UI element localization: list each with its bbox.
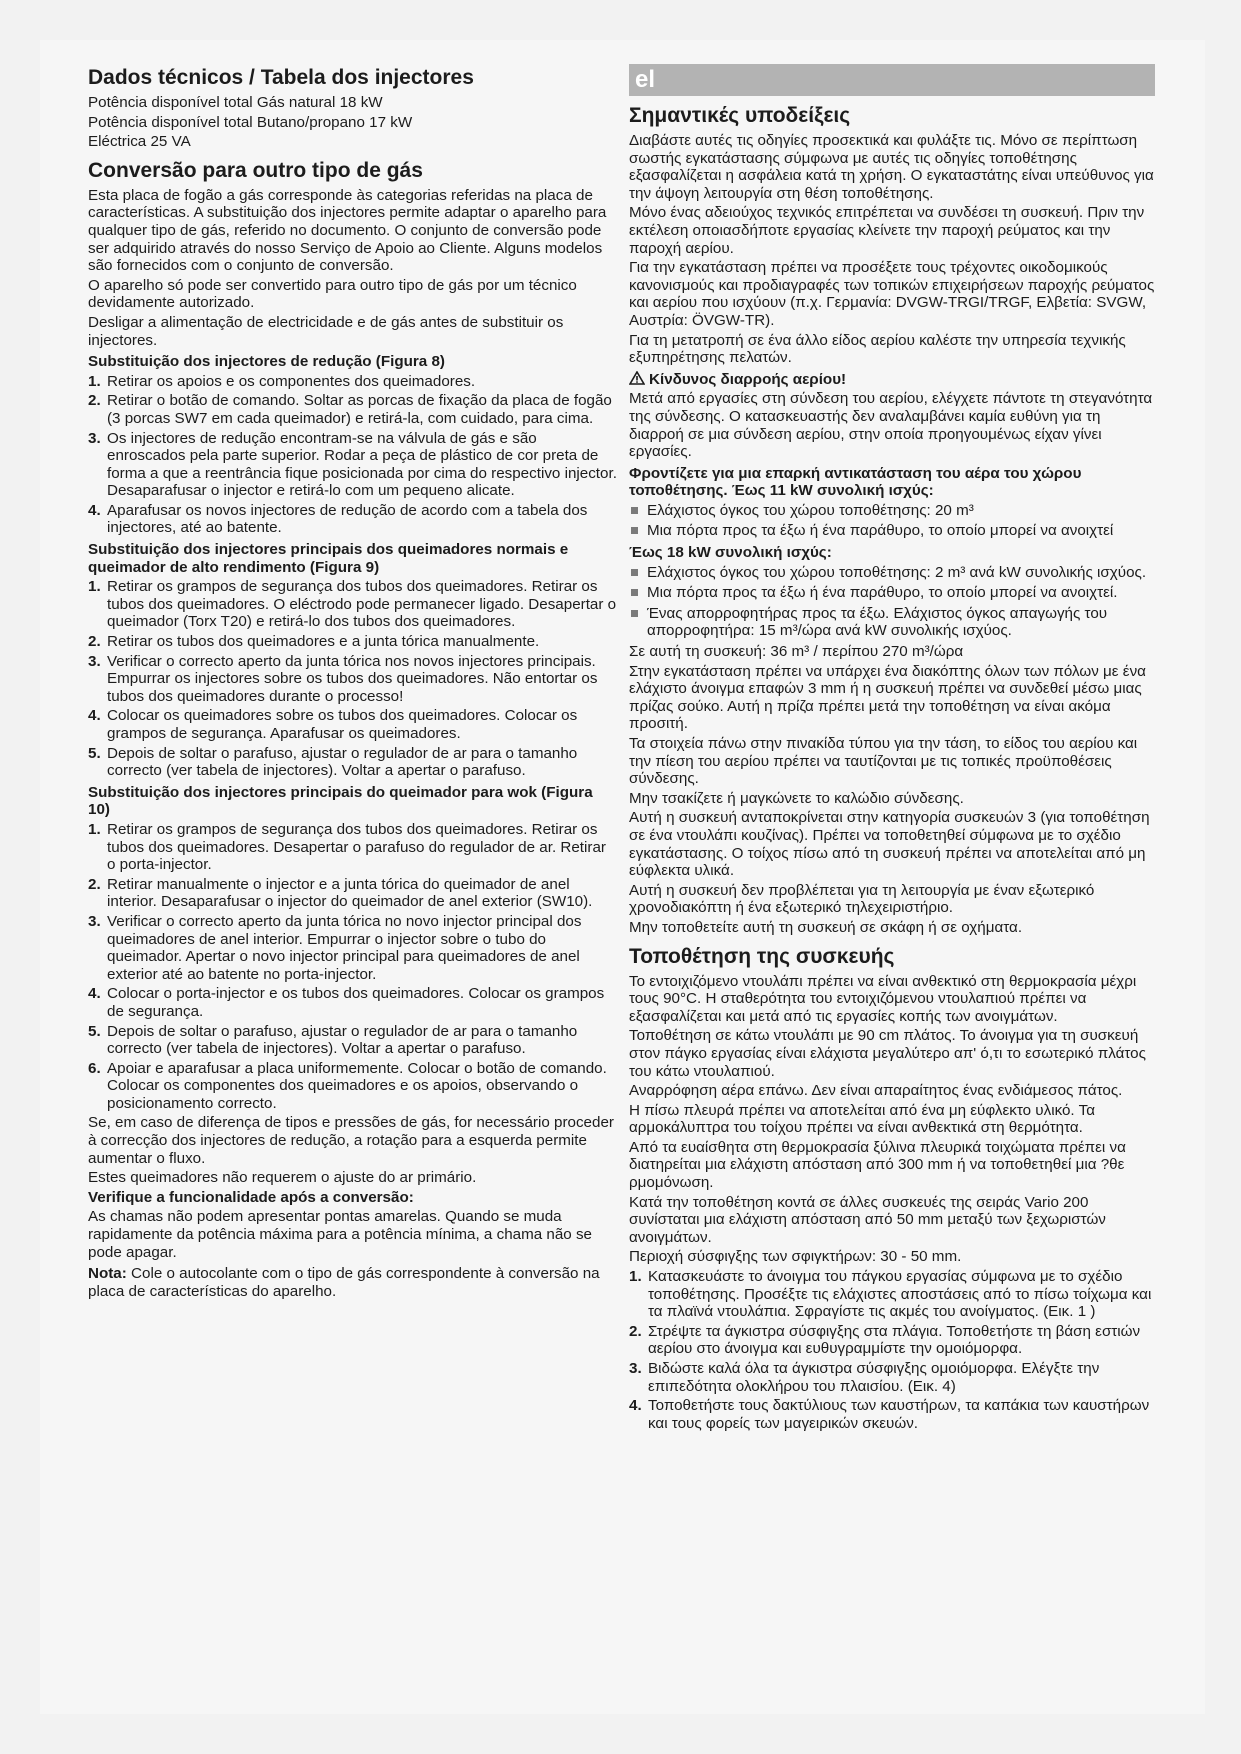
step-text: Colocar o porta-injector e os tubos dos queimadores. Colocar os grampos de segurança. [107,985,605,1020]
step-number: 1. [88,372,101,390]
step-item [629,1323,1155,1358]
conversion-paragraph: O aparelho só pode ser convertido para outro tipo de gás por um técnico devidamente autorizado. [88,276,577,312]
placement-paragraph: Αναρρόφηση αέρα επάνω. Δεν είναι απαραίτητος ένας ενδιάμεσος πάτος. [629,1082,1123,1100]
step-item [88,876,618,911]
wok-injectors-title: Substituição dos injectores principais do queimador para wok (Figura 10) [88,783,593,819]
install-paragraph: Σε αυτή τη συσκευή: 36 m³ / περίπου 270 m³/ώρα [629,643,964,661]
step-text: Retirar os apoios e os componentes dos queimadores. [107,372,476,390]
step-item [88,821,618,874]
wok-steps [88,821,618,1113]
bullet-text: Ελάχιστος όγκος του χώρου τοποθέτησης: 2 m³ ανά kW συνολικής ισχύος. [647,563,1147,581]
step-number: 5. [88,744,101,762]
important-paragraph: Για τη μετατροπή σε ένα άλλο είδος αερίου καλέστε την υπηρεσία τεχνικής εξυπηρέτησης πελατών. [629,331,1126,367]
bullet-square-icon [631,569,638,576]
placement-paragraph: Από τα ευαίσθητα στη θερμοκρασία ξύλινα πλευρικά τοιχώματα πρέπει να διατηρείται μια ελάχιστη απόσταση από 300 mm ή να τοποθετηθεί μια ?θε ρμομόνωση. [629,1138,1126,1192]
install-paragraph: Αυτή η συσκευή δεν προβλέπεται για τη λειτουργία με έναν εξωτερικό χρονοδιακόπτη ή ένα εξωτερικό τηλεχειριστήριο. [629,881,1095,917]
step-number: 3. [88,652,101,670]
language-code: el [635,66,656,93]
step-number: 3. [629,1360,642,1377]
placement-paragraph: Κατά την τοποθέτηση κοντά σε άλλες συσκευές της σειράς Vario 200 συνίσταται μια ελάχιστη απόσταση από 50 mm μεταξύ των ξεχωριστών ανοιγμάτων. [629,1193,1106,1246]
placement-paragraph: Τοποθέτηση σε κάτω ντουλάπι με 90 cm πλάτος. Το άνοιγμα για τη συσκευή στον πάγκο εργασίας είναι ελάχιστα μεγαλύτερο απ' ό,τι το εσωτερικό πλάτος του κάτω ντουλαπιού. [629,1027,1146,1080]
placement-paragraph: Περιοχή σύσφιγξης των σφιγκτήρων: 30 - 50 mm. [629,1248,962,1266]
bullet-square-icon [631,589,638,596]
flow-paragraph: Se, em caso de diferença de tipos e pressões de gás, for necessário proceder à correcção dos injectores de redução, a rotação para a esquerda permite aumentar o fluxo. [88,1114,614,1167]
step-text: Verificar o correcto aperto da junta tórica nos novos injectores principais. Empurrar os injectores sobre os tubos dos queimadores. Não entortar os tubos dos queimadores durante o processo! [107,652,598,705]
bullet-item [629,605,1155,640]
install-paragraph: Στην εγκατάσταση πρέπει να υπάρχει ένα διακόπτης όλων των πόλων με ένα ελάχιστο άνοιγμα επαφών 3 mm ή η συσκευή πρέπει να συνδεθεί μέσω μιας πρίζας σούκο. Αυτή η πρίζα πρέπει μετά την τοποθέτηση να είναι ακόμα προσιτή. [629,662,1146,733]
tech-line: Eléctrica 25 VA [88,133,191,151]
step-item [88,913,618,983]
step-number: 4. [88,985,101,1003]
bullet-item [629,522,1155,540]
step-item [88,392,618,427]
placement-title: Τοποθέτηση της συσκευής [629,944,895,968]
placement-paragraph: Η πίσω πλευρά πρέπει να αποτελείται από ένα μη εύφλεκτο υλικό. Τα αρμοκάλυπτρα του τοίχου πρέπει να είναι ανθεκτικά στη θερμότητα. [629,1101,1095,1137]
step-item [88,707,618,742]
reduction-steps [88,373,618,537]
step-item [88,633,618,651]
bullet-square-icon [631,610,638,617]
verify-title: Verifique a funcionalidade após a conversão: [88,1188,414,1206]
bullet-item [629,564,1155,582]
step-item [629,1360,1155,1395]
gas-leak-text: Μετά από εργασίες στη σύνδεση του αερίου, ελέγχετε πάντοτε τη στεγανότητα της σύνδεσης. Ο κατασκευαστής δεν αναλαμβάνει καμία ευθύνη για τη διαρροή σε μια σύνδεση αερίου, στην οποία προηγουμένως είχαν γίνει εργασίες. [629,390,1153,461]
step-text: Retirar os tubos dos queimadores e a junta tórica manualmente. [107,633,540,651]
step-number: 3. [88,912,101,930]
step-item [629,1268,1155,1321]
bullet-text: Ελάχιστος όγκος του χώρου τοποθέτησης: 20 m³ [647,501,974,519]
note-label: Nota: [88,1265,127,1283]
step-number: 2. [88,875,101,893]
tech-data-title: Dados técnicos / Tabela dos injectores [88,66,474,89]
step-text: Depois de soltar o parafuso, ajustar o regulador de ar para o tamanho correcto (ver tabela de injectores). Voltar a apertar o parafuso. [107,744,578,780]
step-text: Depois de soltar o parafuso, ajustar o regulador de ar para o tamanho correcto (ver tabela de injectores). Voltar a apertar o parafuso. [107,1022,578,1058]
step-text: Retirar os grampos de segurança dos tubos dos queimadores. Retirar os tubos dos queimadores. O eléctrodo pode permanecer ligado. Desapertar o queimador (Torx T20) e retirá-lo dos tubos dos queimadores. [107,578,617,631]
step-number: 4. [88,707,101,725]
install-paragraph: Μην τοποθετείτε αυτή τη συσκευή σε σκάφη ή σε οχήματα. [629,918,1023,936]
important-notes-title: Σημαντικές υποδείξεις [629,104,851,127]
important-paragraph: Διαβάστε αυτές τις οδηγίες προσεκτικά και φυλάξτε τις. Μόνο σε περίπτωση σωστής εγκατάστασης σύμφωνα με αυτές τις οδηγίες τοποθέτησης εξασφαλίζεται η ασφάλεια κατά τη χρήση. Ο εγκαταστάτης είναι υπεύθυνος για την άψογη λειτουργία στη θέση τοποθέτησης. [629,132,1154,202]
conversion-paragraph: Desligar a alimentação de electricidade e de gás antes de substituir os injectores. [88,313,564,349]
reduction-injectors-title: Substituição dos injectores de redução (Figura 8) [88,353,445,371]
left-column [88,64,618,1302]
step-text: Retirar os grampos de segurança dos tubos dos queimadores. Retirar os tubos dos queimadores. Desapertar o parafuso do regulador de ar. Retirar o porta-injector. [107,820,606,874]
step-item [88,1060,618,1113]
main-injector-steps [88,578,618,780]
step-number: 4. [629,1397,642,1415]
placement-paragraph: Το εντοιχιζόμενο ντουλάπι πρέπει να είναι ανθεκτικό στη θερμοκρασία μέχρι τους 90°C. Η σταθερότητα του εντοιχιζόμενου ντουλαπιού πρέπει να εξασφαλίζεται και μετά από τις εργασίες κοπής των ανοιγμάτων. [629,972,1137,1025]
bullet-square-icon [631,507,638,514]
step-item [88,1023,618,1058]
step-text: Retirar manualmente o injector e a junta tórica do queimador de anel interior. Desaparafusar o injector do queimador de anel exterior (SW10). [107,875,593,911]
install-paragraph: Μην τσακίζετε ή μαγκώνετε το καλώδιο σύνδεσης. [629,789,964,807]
step-text: Os injectores de redução encontram-se na válvula de gás e são enroscados pela parte superior. Rodar a peça de plástico de cor preta de forma a que a reentrância fique posicionada por cima do respectivo injector. Desaparafusar o injector e retirá-lo com um pequeno alicate. [107,429,617,500]
step-text: Aparafusar os novos injectores de redução de acordo com a tabela dos injectores, até ao batente. [107,501,588,537]
step-number: 5. [88,1022,101,1040]
tech-line: Potência disponível total Butano/propano 17 kW [88,113,413,131]
step-number: 1. [629,1268,642,1286]
warning-title-text: Κίνδυνος διαρροής αερίου! [649,370,847,388]
step-number: 1. [88,578,101,596]
important-paragraph: Μόνο ένας αδειούχος τεχνικός επιτρέπεται να συνδέσει τη συσκευή. Πριν την εκτέλεση οποιασδήποτε εργασίας κλείνετε την παροχή ρεύματος και την παροχή αερίου. [629,204,1145,257]
verify-text: As chamas não podem apresentar pontas amarelas. Quando se muda rapidamente da potência máxima para a potência mínima, a chama não se pode apagar. [88,1208,593,1261]
bullet-text: Ένας απορροφητήρας προς τα έξω. Ελάχιστος όγκος απαγωγής του απορροφητήρα: 15 m³/ώρα ανά kW συνολικής ισχύος. [647,604,1108,640]
install-paragraph: Αυτή η συσκευή ανταποκρίνεται στην κατηγορία συσκευών 3 (για τοποθέτηση σε ένα ντουλάπι κουζίνας). Πρέπει να τοποθετηθεί σύμφωνα με το σχέδιο εγκατάστασης. Ο τοίχος πίσω από τη συσκευή πρέπει να αποτελείται από μη εύφλεκτα υλικά. [629,809,1150,880]
important-paragraph: Για την εγκατάσταση πρέπει να προσέξετε τους τρέχοντες οικοδομικούς κανονισμούς και προδιαγραφές των τοπικών επιχειρήσεων παροχής ρεύματος και αερίου που ισχύουν (π.χ. Γερμανία: DVGW-TRGI/TRGF, Ελβετία: SVGW, Αυστρία: ÖVGW-TR). [629,259,1155,329]
bullet-square-icon [631,527,638,534]
ventilation-title: Φροντίζετε για μια επαρκή αντικατάσταση του αέρα του χώρου τοποθέτησης. Έως 11 kW συνολική ισχύς: [629,464,1082,500]
language-bar [629,64,1155,96]
note-paragraph [88,1265,618,1300]
step-text: Apoiar e aparafusar a placa uniformemente. Colocar o botão de comando. Colocar os componentes dos queimadores e os apoios, observando o posicionamento correcto. [107,1059,607,1112]
step-item [88,745,618,780]
step-text: Βιδώστε καλά όλα τα άγκιστρα σύσφιγξης ομοιόμορφα. Ελέγξτε την επιπεδότητα ολοκλήρου του πλαισίου. (Εικ. 4) [648,1360,1100,1395]
ventilation-18kw-list [629,564,1155,640]
ventilation-18kw-title: Έως 18 kW συνολική ισχύς: [629,544,832,562]
step-item [88,985,618,1020]
right-column [629,64,1155,1434]
step-number: 3. [88,429,101,447]
install-paragraph: Τα στοιχεία πάνω στην πινακίδα τύπου για την τάση, το είδος του αερίου και την πίεση του αερίου πρέπει να ταυτίζονται με τις τοπικές προϋποθέσεις σύνδεσης. [629,735,1138,788]
tech-line: Potência disponível total Gás natural 18 kW [88,94,383,111]
conversion-title: Conversão para outro tipo de gás [88,158,423,182]
bullet-item [629,584,1155,602]
step-number: 6. [88,1059,101,1077]
placement-steps [629,1268,1155,1432]
conversion-paragraph: Esta placa de fogão a gás corresponde às categorias referidas na placa de características. A substituição dos injectores permite adaptar o aparelho para qualquer tipo de gás, referido no documento. O conjunto de conversão pode ser adquirido através do nosso Serviço de Apoio ao Cliente. Alguns modelos são fornecidos com o conjunto de conversão. [88,186,607,275]
main-injectors-title: Substituição dos injectores principais dos queimadores normais e queimador de alto rendimento (Figura 9) [88,541,569,576]
step-number: 1. [88,820,101,838]
step-text: Retirar o botão de comando. Soltar as porcas de fixação da placa de fogão (3 porcas SW7 em cada queimador) e retirá-la, com cuidado, para cima. [107,392,612,427]
ventilation-11kw-list [629,502,1155,540]
warning-triangle-icon [629,371,645,385]
note-text: Cole o autocolante com o tipo de gás correspondente à conversão na placa de características do aparelho. [88,1265,600,1300]
bullet-text: Μια πόρτα προς τα έξω ή ένα παράθυρο, το οποίο μπορεί να ανοιχτεί. [647,584,1118,602]
step-number: 4. [88,501,101,519]
step-number: 2. [88,392,101,410]
step-item [88,373,618,391]
bullet-item [629,502,1155,520]
primary-air-paragraph: Estes queimadores não requerem o ajuste do ar primário. [88,1169,477,1187]
step-text: Colocar os queimadores sobre os tubos dos queimadores. Colocar os grampos de segurança. Aparafusar os queimadores. [107,707,578,742]
step-text: Κατασκευάστε το άνοιγμα του πάγκου εργασίας σύμφωνα με το σχέδιο τοποθέτησης. Προσέξτε τις ελάχιστες αποστάσεις από το πίσω τοίχωμα και τα πλαϊνά ντουλάπια. Σφραγίστε τις ακμές του ανοίγματος. (Εικ. 1 ) [648,1268,1152,1321]
step-item [88,578,618,631]
step-text: Verificar o correcto aperto da junta tórica no novo injector principal dos queimadores de anel interior. Empurrar o injector sobre o tubo do queimador. Apertar o novo injector principal para queimadores de anel exterior até ao batente no porta-injector. [107,912,582,983]
step-number: 2. [629,1322,642,1340]
step-item [88,653,618,706]
step-item [629,1397,1155,1432]
step-number: 2. [88,633,101,651]
step-item [88,430,618,500]
step-text: Τοποθετήστε τους δακτύλιους των καυστήρων, τα καπάκια των καυστήρων και τους φορείς των μαγειρικών σκευών. [648,1397,1150,1432]
step-item [88,502,618,537]
step-text: Στρέψτε τα άγκιστρα σύσφιγξης στα πλάγια. Τοποθετήστε τη βάση εστιών αερίου στο άνοιγμα και ευθυγραμμίστε την ομοιόμορφα. [648,1322,1141,1358]
bullet-text: Μια πόρτα προς τα έξω ή ένα παράθυρο, το οποίο μπορεί να ανοιχτεί [647,522,1114,540]
gas-leak-warning-title [629,371,1155,389]
